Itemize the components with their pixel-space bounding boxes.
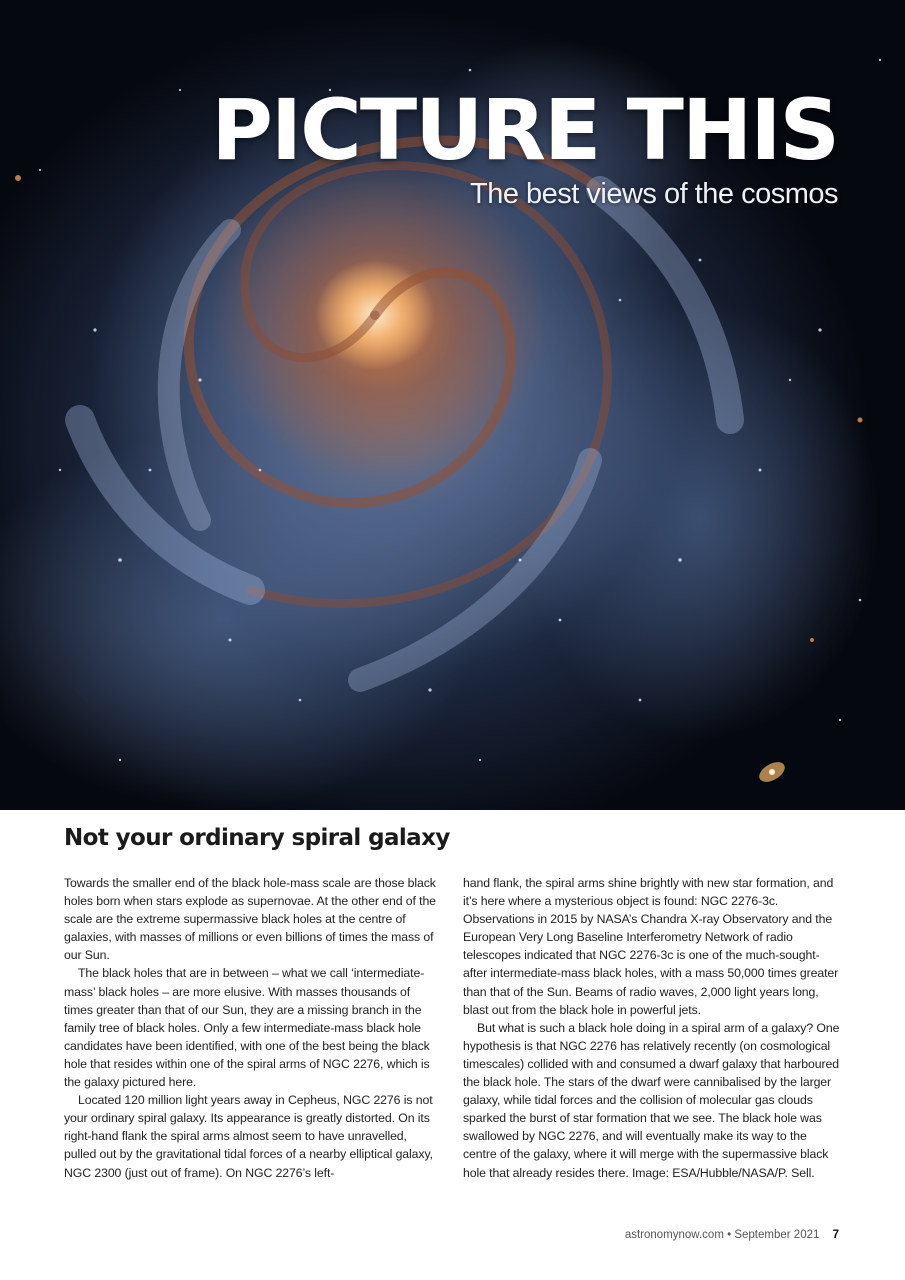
paragraph: Located 120 million light years away in Cepheus, NGC 2276 is not your ordinary spiral galaxy. Its appearance is greatly distorted. On its right-hand flank the spiral arms almost seem to have unravelled, pulled out by the gravitational tidal forces of a nearby elliptical galaxy, NGC 2300 (just out of frame). On NGC 2276’s left- [64,1093,433,1180]
paragraph: The black holes that are in between – what we call ‘intermediate-mass’ black holes – are more elusive. With masses thousands of times greater than that of our Sun, they are a missing branch in the family tree of black holes. Only a few intermediate-mass black hole candidates have been identified, with one of the best being the black hole that resides within one of the spiral arms of NGC 2276, which is the galaxy pictured here. [64,966,430,1090]
article-heading: Not your ordinary spiral galaxy [64,825,450,851]
article-column-left [64,874,442,1182]
page-subtitle: The best views of the cosmos [470,178,838,210]
paragraph: But what is such a black hole doing in a spiral arm of a galaxy? One hypothesis is that NGC 2276 has relatively recently (on cosmological timescales) collided with and consumed a dwarf galaxy that harboured the black hole. The stars of the dwarf were cannibalised by the larger galaxy, while tidal forces and the collision of molecular gas clouds sparked the burst of star formation that we see. The black hole was swallowed by NGC 2276, and will eventually make its way to the centre of the galaxy, where it will merge with the supermassive black hole that already resides there. Image: ESA/Hubble/NASA/P. Sell. [463,1020,840,1180]
page-title: PICTURE THIS [211,81,838,179]
footer-separator: • [727,1229,732,1241]
page-number: 7 [832,1229,839,1241]
page-footer [625,1229,839,1241]
article-column-right [463,874,841,1182]
paragraph: hand flank, the spiral arms shine brightly with new star formation, and it’s here where a mysterious object is found: NGC 2276-3c. Observations in 2015 by NASA’s Chandra X-ray Observatory and the European Very Long Baseline Interferometry Network of radio telescopes indicated that NGC 2276-3c is one of the much-sought-after intermediate-mass black holes, with a mass 50,000 times greater than that of the Sun. Beams of radio waves, 2,000 light years long, blast out from the black hole in powerful jets. [463,876,839,1017]
paragraph: Towards the smaller end of the black hole-mass scale are those black holes born when stars explode as supernovae. At the other end of the scale are the extreme supermassive black holes at the centre of galaxies, with masses of millions or even billions of times the mass of our Sun. [64,876,436,963]
website-link[interactable]: astronomynow.com [624,1229,724,1241]
issue-date: September 2021 [734,1229,820,1241]
